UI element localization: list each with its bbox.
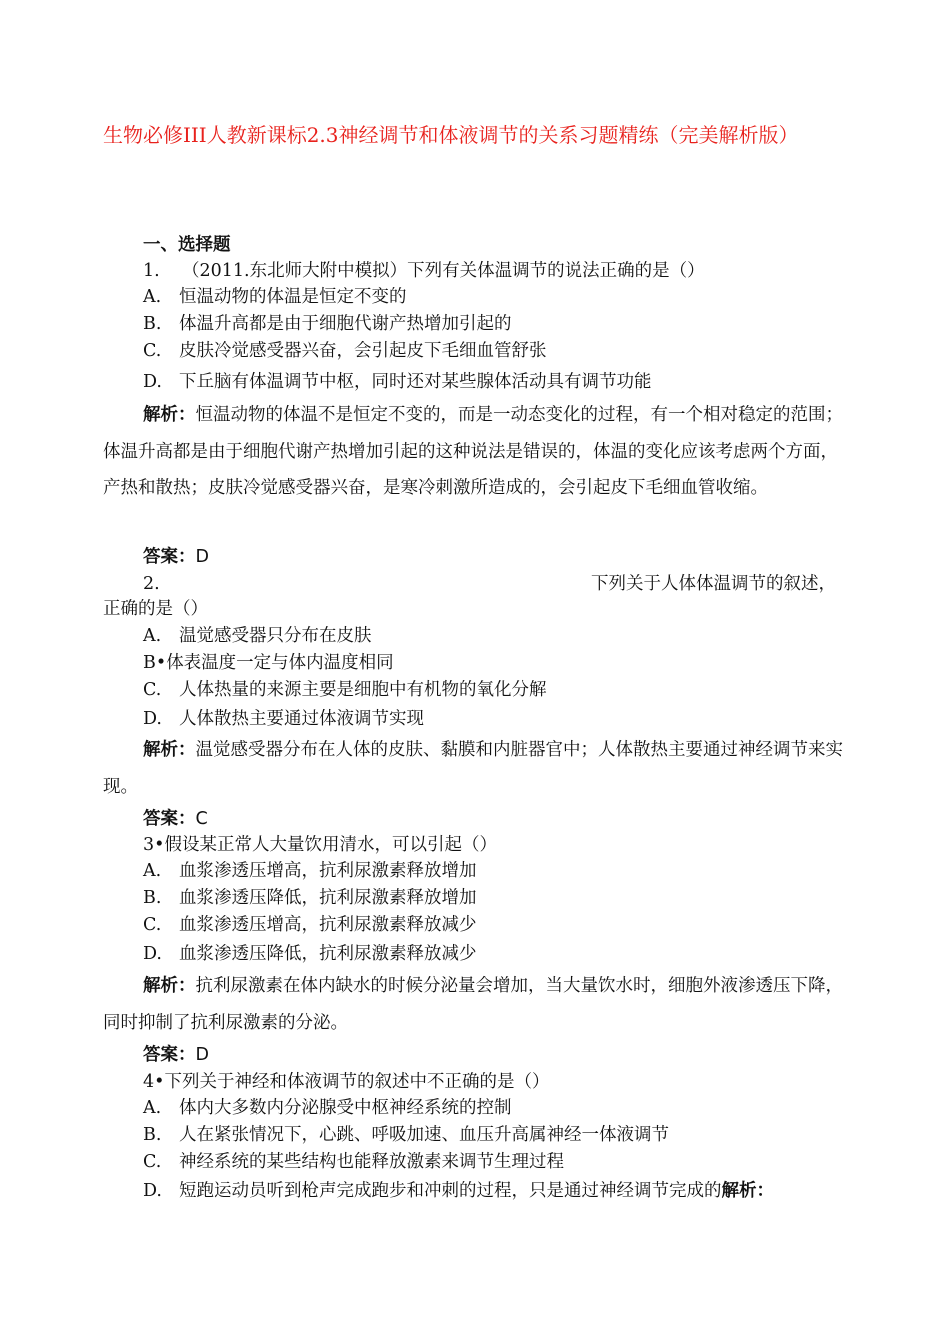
explanation-label: 解析： xyxy=(143,405,196,425)
question-number: 4• xyxy=(143,1072,165,1092)
question-1-answer: 答案：D xyxy=(143,547,209,567)
question-4-option-c: C. 神经系统的某些结构也能释放激素来调节生理过程 xyxy=(143,1152,564,1172)
explanation-label: 解析： xyxy=(721,1181,774,1201)
question-1-explanation: 解析：恒温动物的体温不是恒定不变的，而是一动态变化的过程，有一个相对稳定的范围；体温升高都是由于细胞代谢产热增加引起的这种说法是错误的，体温的变化应该考虑两个方面，产热和散热；皮肤冷觉感受器兴奋，是寒冷刺激所造成的，会引起皮下毛细血管收缩。 xyxy=(103,405,843,498)
document-title: 生物必修III人教新课标2.3神经调节和体液调节的关系习题精练（完美解析版） xyxy=(103,123,799,147)
answer-label: 答案： xyxy=(143,1045,196,1065)
question-4-option-d: D. 短跑运动员听到枪声完成跑步和冲刺的过程，只是通过神经调节完成的解析： xyxy=(143,1181,774,1201)
question-2-explanation: 解析：温觉感受器分布在人体的皮肤、黏膜和内脏器官中；人体散热主要通过神经调节来实现。 xyxy=(103,740,843,797)
question-3-stem xyxy=(143,832,497,859)
explanation-label: 解析： xyxy=(143,976,196,996)
question-2-stem-part2: 正确的是（） xyxy=(103,599,208,619)
question-text: 下列关于神经和体液调节的叙述中不正确的是（） xyxy=(164,1072,550,1092)
question-2-stem-part1: 下列关于人体体温调节的叙述， xyxy=(591,574,836,594)
question-2-answer: 答案：C xyxy=(143,809,208,829)
question-3-explanation: 解析：抗利尿激素在体内缺水的时候分泌量会增加，当大量饮水时，细胞外液渗透压下降，同时抑制了抗利尿激素的分泌。 xyxy=(103,976,843,1033)
answer-label: 答案： xyxy=(143,809,196,829)
question-3-answer: 答案：D xyxy=(143,1045,209,1065)
question-2-option-c: C. 人体热量的来源主要是细胞中有机物的氧化分解 xyxy=(143,680,547,700)
question-2-option-b: B•体表温度一定与体内温度相同 xyxy=(143,653,394,673)
question-1-stem xyxy=(143,258,705,285)
question-number: 3• xyxy=(143,835,165,855)
question-4-stem xyxy=(143,1069,549,1096)
section-heading: 一、选择题 xyxy=(143,235,231,255)
question-2-option-a: A. 温觉感受器只分布在皮肤 xyxy=(143,626,372,646)
question-3-option-c: C. 血浆渗透压增高，抗利尿激素释放减少 xyxy=(143,915,477,935)
question-number: 1. xyxy=(143,261,160,281)
question-text: （2011.东北师大附中模拟）下列有关体温调节的说法正确的是（） xyxy=(181,261,705,281)
question-1-option-c: C. 皮肤冷觉感受器兴奋，会引起皮下毛细血管舒张 xyxy=(143,341,547,361)
question-2-option-d: D. 人体散热主要通过体液调节实现 xyxy=(143,709,424,729)
question-1-option-d: D. 下丘脑有体温调节中枢，同时还对某些腺体活动具有调节功能 xyxy=(143,372,652,392)
explanation-label: 解析： xyxy=(143,740,196,760)
question-4-option-b: B. 人在紧张情况下，心跳、呼吸加速、血压升高属神经一体液调节 xyxy=(143,1125,669,1145)
question-3-option-b: B. 血浆渗透压降低，抗利尿激素释放增加 xyxy=(143,888,477,908)
question-4-option-a: A. 体内大多数内分泌腺受中枢神经系统的控制 xyxy=(143,1098,512,1118)
question-2-number: 2. xyxy=(143,574,160,594)
question-text: 假设某正常人大量饮用清水，可以引起（） xyxy=(164,835,497,855)
question-1-option-b: B. 体温升高都是由于细胞代谢产热增加引起的 xyxy=(143,314,512,334)
question-3-option-a: A. 血浆渗透压增高，抗利尿激素释放增加 xyxy=(143,861,477,881)
question-1-option-a: A. 恒温动物的体温是恒定不变的 xyxy=(143,287,407,307)
answer-label: 答案： xyxy=(143,547,196,567)
question-3-option-d: D. 血浆渗透压降低，抗利尿激素释放减少 xyxy=(143,944,477,964)
